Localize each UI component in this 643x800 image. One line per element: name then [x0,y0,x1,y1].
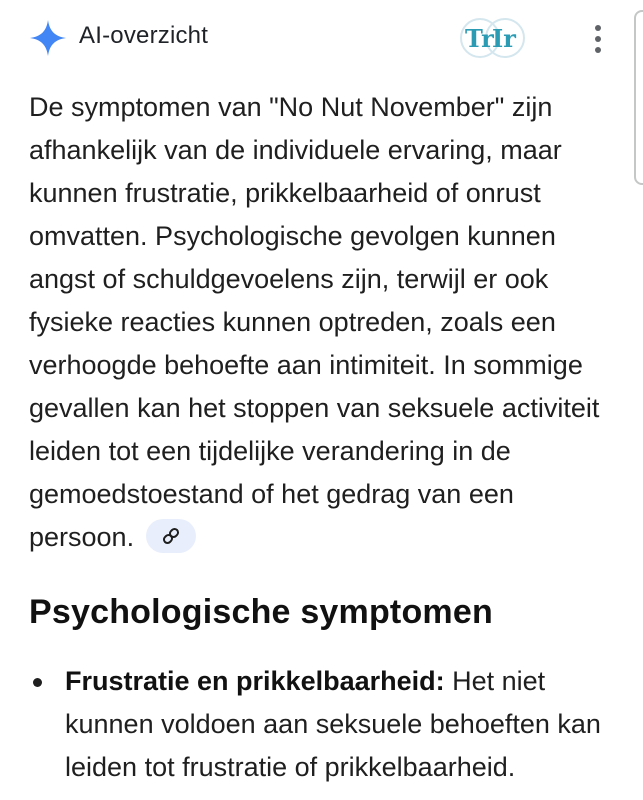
gemini-sparkle-icon [29,19,67,57]
more-vertical-icon-dot [595,47,601,53]
side-panel-edge[interactable] [634,10,643,185]
more-options-button[interactable] [590,25,606,53]
more-vertical-icon-dot [595,25,601,31]
link-icon [161,526,181,546]
source-link-chip[interactable] [146,519,196,553]
ai-overview-title: AI-overzicht [79,22,209,49]
overview-paragraph [29,86,619,559]
list-item-title: Frustratie en prikkelbaarheid: [65,666,445,696]
more-vertical-icon-dot [595,36,601,42]
ai-overview-header [0,0,643,76]
svg-text:Ir: Ir [492,24,516,53]
bullet-icon [33,678,42,687]
list-item-text: Het niet kunnen voldoen aan seksuele behoeften kan leiden tot frustratie of prikkelbaarheid. [65,666,601,782]
svg-text:Tr: Tr [465,24,494,53]
symptom-list [29,660,629,789]
overview-text: De symptomen van "No Nut November" zijn afhankelijk van de individuele ervaring, maar kunnen frustratie, prikkelbaarheid of onrust omvatten. Psychologische gevolgen kunnen angst of schuldgevoelens zijn, terwijl er ook fysieke reacties kunnen optreden, zoals een verhoogde behoefte aan intimiteit. In sommige gevallen kan het stoppen van seksuele activiteit leiden tot een tijdelijke verandering in de gemoedstoestand of het gedrag van een persoon. [29,92,600,552]
section-heading: Psychologische symptomen [29,593,493,631]
translate-badge-icon[interactable] [459,17,527,59]
list-item [29,660,629,789]
